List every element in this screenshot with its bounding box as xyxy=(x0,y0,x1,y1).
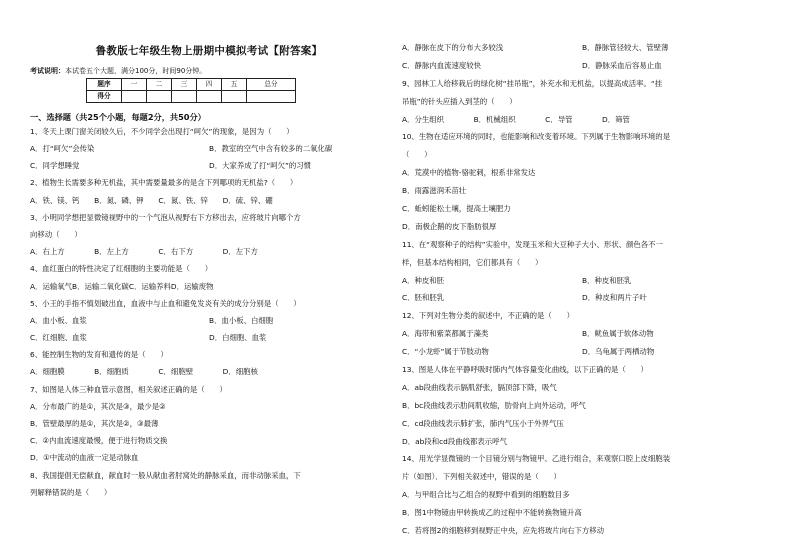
question-line: 9、园林工人给移栽后的绿化树“挂吊瓶”，补充水和无机盐，以提高成活率。“挂 xyxy=(402,78,663,88)
score-cell xyxy=(247,90,296,102)
question-line: A．细胞膜 B．细胞质 C．细胞壁 D．细胞核 xyxy=(30,367,258,377)
score-table-score-row xyxy=(87,90,296,102)
question-line: A．与甲组合比与乙组合的视野中看到的细胞数目多 xyxy=(402,490,570,500)
option-right: B．静脉管径较大、管壁薄 xyxy=(582,43,669,52)
question-line xyxy=(30,334,388,351)
question-line: C．蚯蚓能松土壤，提高土壤肥力 xyxy=(402,204,511,214)
right-question-lines xyxy=(402,44,770,545)
question-line: 13、图是人体在平静呼吸时肺内气体容量变化曲线，以下正确的是（ ） xyxy=(402,365,648,375)
score-cell xyxy=(122,90,147,102)
option-right: D．种皮和两片子叶 xyxy=(582,293,647,303)
question-line: D．南极企鹅的皮下脂肪很厚 xyxy=(402,221,497,231)
question-line: 样，但基本结构相同，它们都具有（ ） xyxy=(402,257,543,267)
question-line: 向移动（ ） xyxy=(30,229,82,239)
left-question-lines xyxy=(30,128,388,506)
option-left: C．红细胞、血浆 xyxy=(30,333,87,343)
exam-note-label: 考试说明： xyxy=(30,66,65,75)
exam-note-text: 本试卷五个大题，满分100分，时间90分钟。 xyxy=(65,66,207,75)
question-line xyxy=(402,348,770,366)
question-line xyxy=(402,62,770,80)
score-header-cell: 总分 xyxy=(247,78,296,90)
question-line: 3、小明同学想把显微镜视野中的一个气泡从视野右下方移出去，应将玻片向哪个方 xyxy=(30,212,301,222)
option-left: C．静脉内血流速度较快 xyxy=(402,60,482,70)
option-right: B．血小板、白细胞 xyxy=(209,315,274,325)
score-header-cell: 四 xyxy=(197,78,222,90)
question-line: 14、用光学显微镜的一个目镜分别与物镜甲、乙进行组合，来观察口腔上皮细胞装 xyxy=(402,454,671,464)
option-right: D．静脉采血后容易止血 xyxy=(582,60,662,70)
score-header-cell: 一 xyxy=(122,78,147,90)
option-right: B．鱿鱼属于软体动物 xyxy=(582,329,654,339)
section-heading: 一、选择题（共25个小题，每题2分，共50分） xyxy=(30,111,206,122)
question-line: 列解释错误的是（ ） xyxy=(30,487,112,497)
question-line xyxy=(30,162,388,179)
question-line: 10、生物在适应环境的同时，也能影响和改变着环境。下列属于生物影响环境的是 xyxy=(402,132,671,142)
question-line: D．①中流动的血液一定是动脉血 xyxy=(30,453,139,463)
left-column xyxy=(30,0,388,506)
exam-note xyxy=(30,67,388,75)
score-header-cell: 三 xyxy=(172,78,197,90)
score-row-label: 得分 xyxy=(87,90,122,102)
question-line: 吊瓶”的针头应插入到茎的（ ） xyxy=(402,96,517,106)
question-line: 8、我国提倡无偿献血，献血时一般从献血者肘窝处的静脉采血，而非动脉采血，下 xyxy=(30,470,301,480)
option-left: C．同学想睡觉 xyxy=(30,161,80,171)
score-cell xyxy=(172,90,197,102)
option-right: B．种皮和胚乳 xyxy=(582,275,632,285)
question-line xyxy=(30,145,388,162)
question-line: C．若将图2的细胞移到视野正中央，应先将玻片向右下方移动 xyxy=(402,526,605,536)
question-line: 2、植物生长需要多种无机盐，其中需要量最多的是含下列哪项的无机盐?（ ） xyxy=(30,178,298,188)
question-line: B．图1中物镜由甲转换成乙的过程中不能转换物镜升高 xyxy=(402,508,582,518)
option-left: A．打“呵欠”会传染 xyxy=(30,144,95,154)
question-line xyxy=(402,277,770,295)
option-right: D．白细胞、血浆 xyxy=(209,333,267,343)
score-cell xyxy=(197,90,222,102)
score-header-cell: 二 xyxy=(147,78,172,90)
question-line: 12、下列对生物分类的叙述中，不正确的是（ ） xyxy=(402,311,575,321)
score-cell xyxy=(222,90,247,102)
question-line xyxy=(402,294,770,312)
question-line: B．雨露滋润禾苗壮 xyxy=(402,186,467,196)
question-line: A．分生组织 B．机械组织 C．导管 D．筛管 xyxy=(402,114,630,124)
question-line: A．铁、镁、钙 B．氮、磷、钾 C．氮、铁、锌 D．硫、锌、硼 xyxy=(30,195,273,205)
option-right: D．乌龟属于两栖动物 xyxy=(582,347,655,357)
question-line: C．②内血流速度最慢，便于进行物质交换 xyxy=(30,436,168,446)
score-header-cell: 题序 xyxy=(87,78,122,90)
question-line xyxy=(402,330,770,348)
option-right: B．教室的空气中含有较多的二氧化碳 xyxy=(209,144,333,154)
question-line: C．cd段曲线表示肺扩张，肺内气压小于外界气压 xyxy=(402,418,564,428)
question-line: 4、血红蛋白的特性决定了红细胞的主要功能是（ ） xyxy=(30,264,213,274)
question-line: 11、在“观察种子的结构”实验中，发现玉米和大豆种子大小、形状、颜色各不一 xyxy=(402,239,663,249)
question-line: B．bc段曲线表示肋间肌收缩，肋骨向上向外运动，呼气 xyxy=(402,400,586,410)
score-cell xyxy=(147,90,172,102)
question-line: 片（如图）．下列相关叙述中，错误的是（ ） xyxy=(402,472,561,482)
question-line xyxy=(402,44,770,62)
question-line: 5、小王的手指不慎划破出血，血液中与止血和避免发炎有关的成分分别是（ ） xyxy=(30,298,301,308)
question-line: A．ab段曲线表示膈肌舒张，膈顶部下降，吸气 xyxy=(402,382,557,392)
score-table-header-row xyxy=(87,78,296,90)
question-line: （ ） xyxy=(402,150,432,160)
question-line: A．荒漠中的植物-骆驼刺，根系非常发达 xyxy=(402,168,536,178)
option-left: A．静脉在皮下的分布大多较浅 xyxy=(402,43,504,52)
option-right: D．大家养成了打“呵欠”的习惯 xyxy=(209,161,312,171)
option-left: A．海带和紫菜都属于藻类 xyxy=(402,329,489,339)
question-line: A．运输氧气B．运输二氧化碳C．运输养料D．运输废物 xyxy=(30,281,214,291)
question-line: 6、能控制生物的发育和遗传的是（ ） xyxy=(30,350,168,360)
option-left: C．“小龙虾”属于节肢动物 xyxy=(402,347,489,357)
question-line: 1、冬天上课门窗关闭较久后，不少同学会出现打“呵欠”的现象，是因为（ ） xyxy=(30,126,294,136)
score-header-cell: 五 xyxy=(222,78,247,90)
score-table xyxy=(86,78,296,103)
option-left: C．胚和胚乳 xyxy=(402,293,445,303)
question-line: A．右上方 B．左上方 C．右下方 D．左下方 xyxy=(30,247,258,257)
question-line: B．管壁最厚的是①，其次是②，③最薄 xyxy=(30,419,159,429)
option-left: A．血小板、血浆 xyxy=(30,315,87,325)
question-line: 7、如图是人体三种血管示意图，相关叙述正确的是（ ） xyxy=(30,384,227,394)
option-left: A．种皮和胚 xyxy=(402,275,445,285)
question-line: D．ab段和cd段曲线都表示呼气 xyxy=(402,436,507,446)
page-title: 鲁教版七年级生物上册期中模拟考试【附答案】 xyxy=(95,45,323,57)
right-column xyxy=(402,0,770,545)
question-line: A．分布最广的是①，其次是③，最少是② xyxy=(30,401,166,411)
question-line xyxy=(30,317,388,334)
